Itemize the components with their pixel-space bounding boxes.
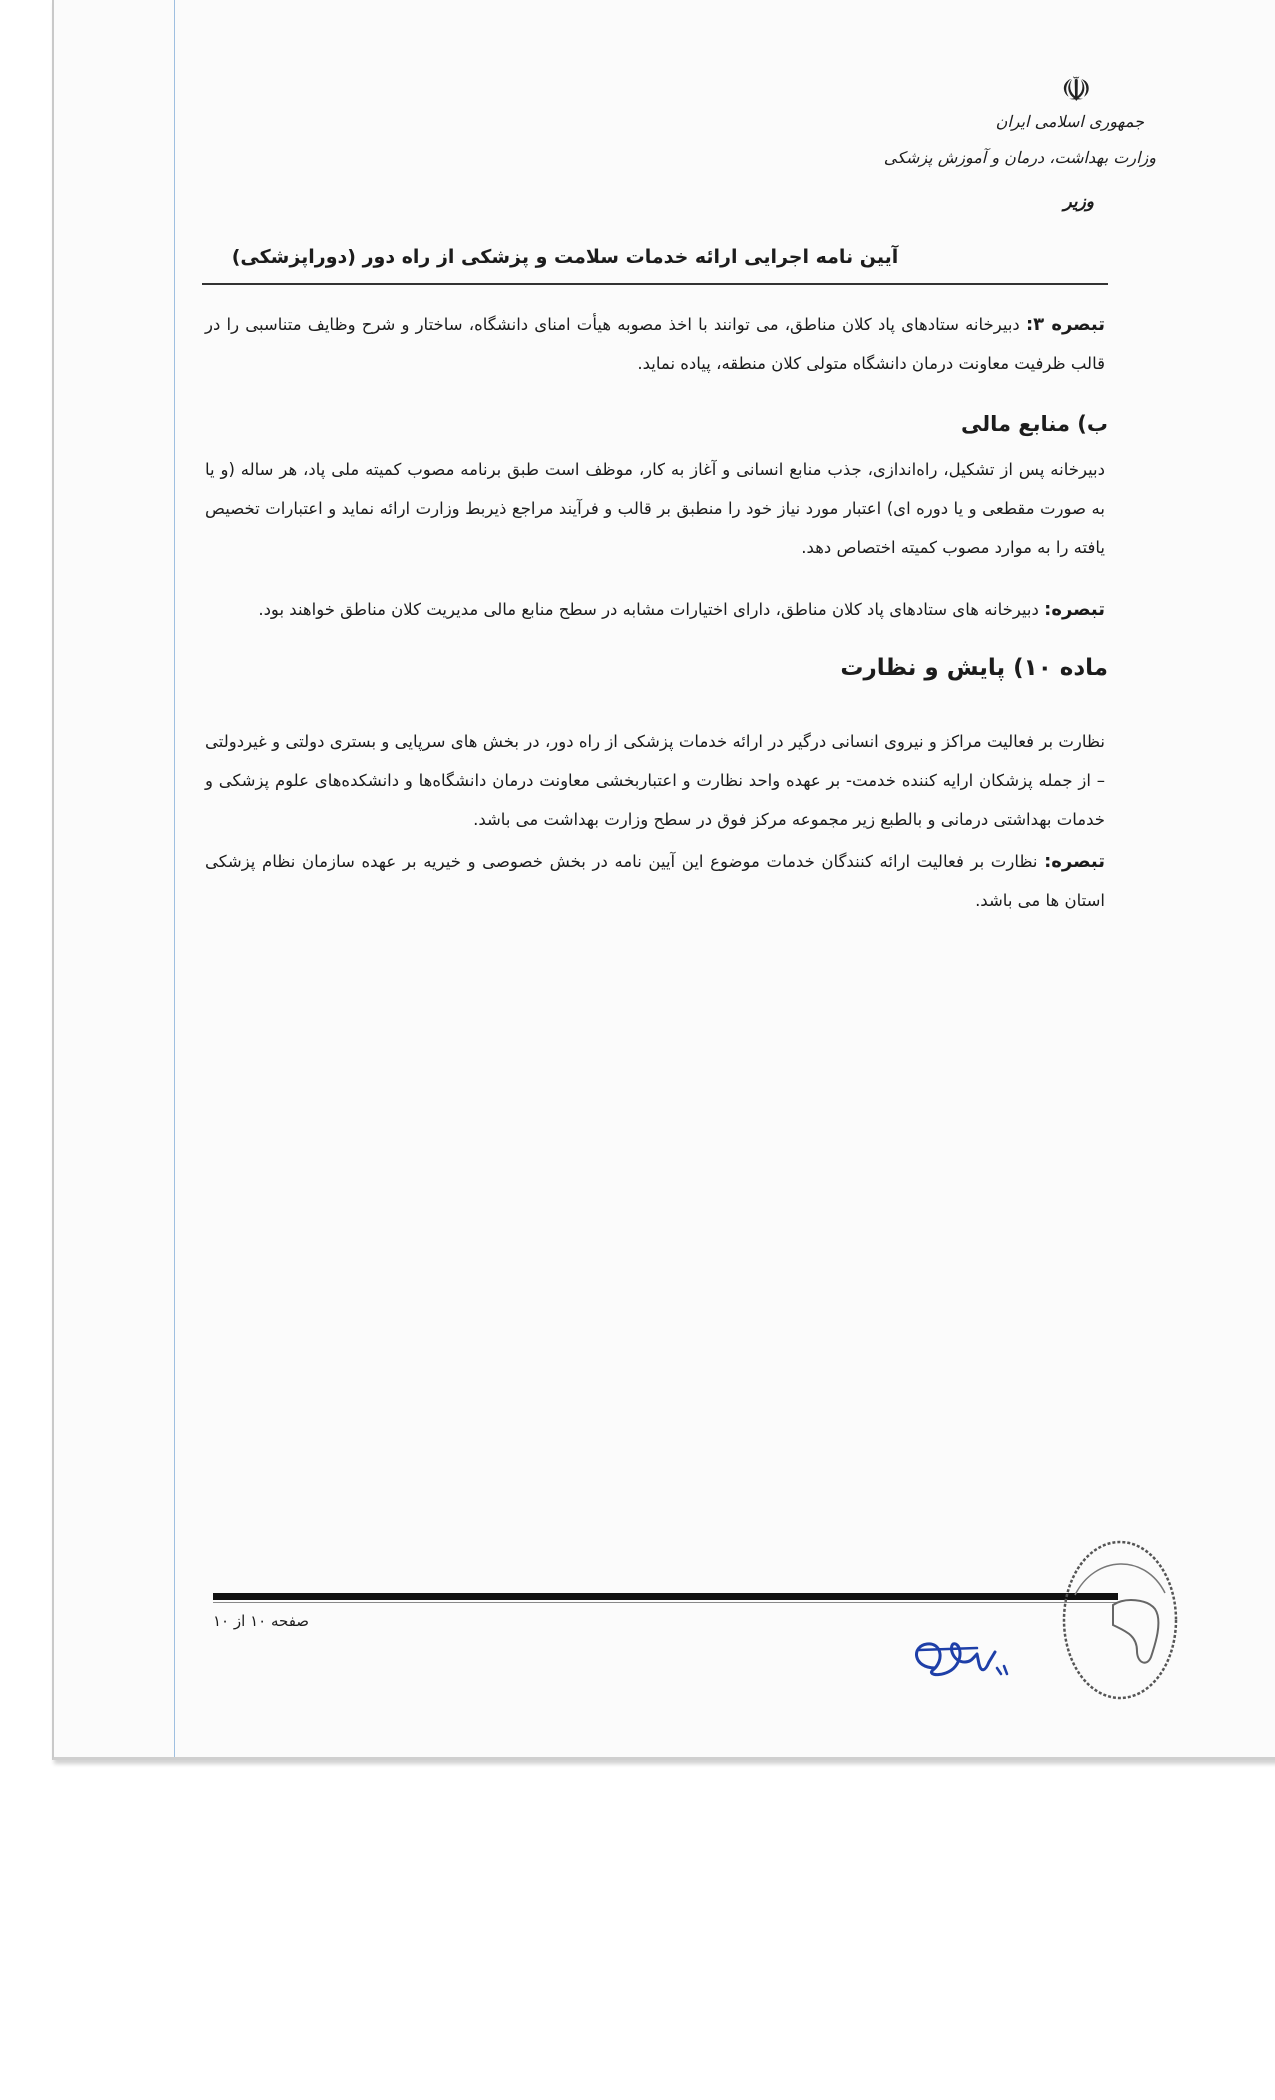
note-3-paragraph <box>205 305 1105 383</box>
note-b-label: تبصره: <box>1044 599 1105 620</box>
footer-divider-thin <box>213 1602 1118 1603</box>
page-number: صفحه ۱۰ از ۱۰ <box>213 1612 310 1630</box>
article-10-paragraph: نظارت بر فعالیت مراکز و نیروی انسانی درگیر در ارائه خدمات پزشکی از راه دور، در بخش های سرپایی و بستری دولتی و غیردولتی – از جمله پزشکان ارایه کننده خدمت- بر عهده واحد نظارت و اعتباربخشی معاونت درمان دانشگاه‌ها و دانشکده‌های علوم پزشکی و خدمات بهداشتی درمانی و بالطبع زیر مجموعه مرکز فوق در سطح وزارت بهداشت می باشد. <box>205 732 1105 829</box>
emblem-country: جمهوری اسلامی ایران <box>995 112 1144 131</box>
emblem-ministry: وزارت بهداشت، درمان و آموزش پزشکی <box>883 148 1156 167</box>
note-3-label: تبصره ۳: <box>1025 314 1105 335</box>
note-10-label: تبصره: <box>1044 851 1105 872</box>
note-b-text: دبیرخانه های ستادهای پاد کلان مناطق، دارای اختیارات مشابه در سطح منابع مالی مدیریت کلان مناطق خواهند بود. <box>258 600 1039 619</box>
note-10-text: نظارت بر فعالیت ارائه کنندگان خدمات موضوع این آیین نامه در بخش خصوصی و خیریه بر عهده سازمان نظام پزشکی استان ها می باشد. <box>205 852 1105 910</box>
footer-divider <box>213 1593 1118 1600</box>
emblem-minister: وزیر <box>1063 192 1094 212</box>
signature-icon <box>905 1628 1015 1688</box>
section-b-paragraph: دبیرخانه پس از تشکیل، راه‌اندازی، جذب منابع انسانی و آغاز به کار، موظف است طبق برنامه مصوب کمیته ملی پاد، هر ساله (و یا به صورت مقطعی و یا دوره ای) اعتبار مورد نیاز خود را منطبق بر قالب و فرآیند مراجع ذیربط وزارت ارائه نماید و اعتبارات تخصیص یافته را به موارد مصوب کمیته اختصاص دهد. <box>205 460 1105 557</box>
iran-emblem-icon: ☫ <box>1061 70 1092 110</box>
title-divider <box>202 283 1108 285</box>
note-3-text: دبیرخانه ستادهای پاد کلان مناطق، می توانند با اخذ مصوبه هیأت امنای دانشگاه، ساختار و شرح وظایف متناسبی را در قالب ظرفیت معاونت درمان دانشگاه متولی کلان منطقه، پیاده نماید. <box>205 315 1105 373</box>
document-title: آیین نامه اجرایی ارائه خدمات سلامت و پزشکی از راه دور (دوراپزشکی) <box>231 246 899 268</box>
margin-rule <box>174 0 175 1757</box>
letterhead-emblem <box>883 70 1156 230</box>
article-10-heading: ماده ۱۰) پایش و نظارت <box>840 655 1108 681</box>
section-b-heading: ب) منابع مالی <box>960 412 1108 436</box>
note-b-paragraph <box>205 590 1105 629</box>
note-10-paragraph <box>205 842 1105 920</box>
stamp-icon <box>1055 1535 1185 1705</box>
